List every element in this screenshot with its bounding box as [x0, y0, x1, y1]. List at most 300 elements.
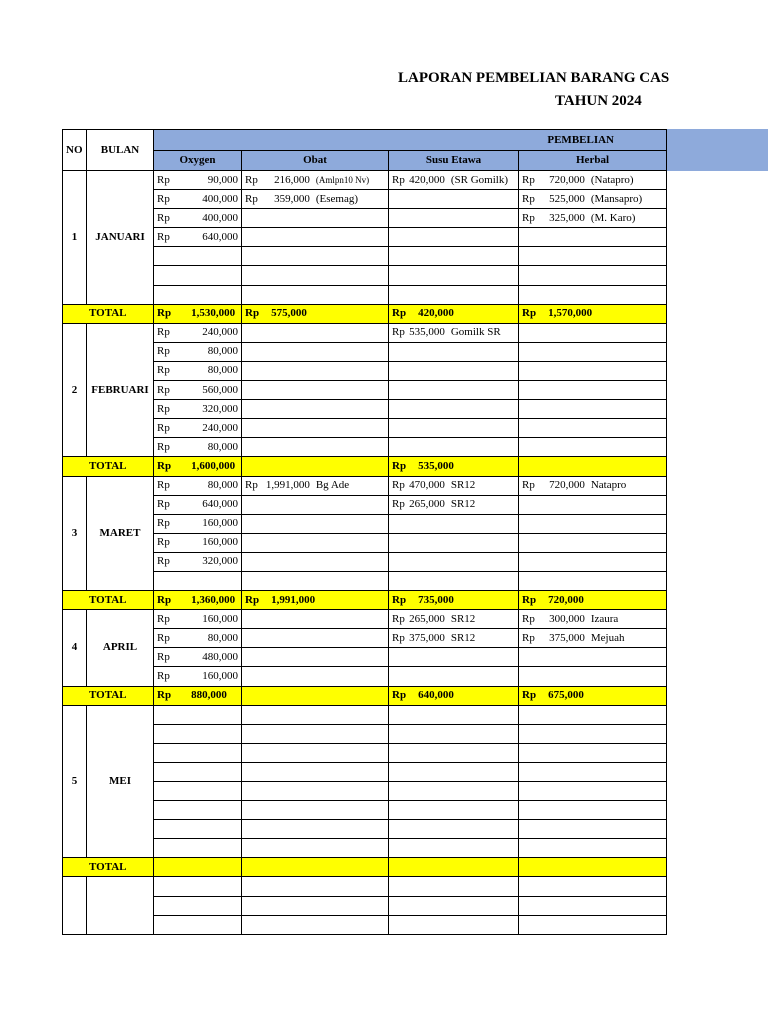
total-amount: 880,000	[191, 689, 227, 702]
header-pembelian	[154, 130, 667, 151]
cell-susu[interactable]	[389, 533, 519, 552]
total-amount: 1,570,000	[548, 307, 593, 320]
amount: 480,000	[202, 650, 238, 663]
table-row	[63, 419, 667, 438]
cell-susu[interactable]	[389, 839, 519, 858]
amount: 240,000	[202, 326, 238, 339]
amount: 470,000	[409, 479, 445, 492]
cell-susu[interactable]	[389, 514, 519, 533]
cell-susu[interactable]	[389, 743, 519, 762]
table-row	[63, 228, 667, 247]
table-row	[63, 323, 667, 342]
currency-label: Rp	[157, 498, 170, 511]
cell-susu[interactable]	[389, 323, 519, 342]
cell-herbal[interactable]	[519, 533, 667, 552]
cell-obat[interactable]	[242, 533, 389, 552]
table-row	[63, 724, 667, 743]
cell-susu[interactable]	[389, 629, 519, 648]
currency-label: Rp	[157, 612, 170, 625]
currency-label: Rp	[392, 459, 407, 472]
month-number: 2	[63, 323, 87, 457]
amount: 525,000	[549, 192, 585, 205]
amount: 216,000	[274, 173, 310, 186]
cell-herbal[interactable]	[519, 724, 667, 743]
header-susu-etawa: Susu Etawa	[389, 151, 519, 171]
item-note: SR12	[450, 631, 476, 644]
cell-obat[interactable]	[242, 228, 389, 247]
cell-oxygen[interactable]	[154, 419, 242, 438]
amount: 80,000	[207, 479, 238, 492]
cell-herbal[interactable]	[519, 610, 667, 629]
table-row	[63, 400, 667, 419]
currency-label: Rp	[245, 307, 260, 320]
amount: 80,000	[207, 631, 238, 644]
amount: 160,000	[202, 612, 238, 625]
amount: 400,000	[202, 211, 238, 224]
cell-herbal[interactable]	[519, 209, 667, 228]
table-row	[63, 361, 667, 380]
cell-herbal[interactable]	[519, 400, 667, 419]
item-note: Natapro	[590, 479, 627, 492]
table-row	[63, 801, 667, 820]
table-row	[63, 820, 667, 839]
cell-oxygen[interactable]	[154, 667, 242, 686]
cell-oxygen[interactable]	[154, 762, 242, 781]
cell-oxygen[interactable]	[154, 782, 242, 801]
month-name: MEI	[87, 705, 154, 858]
cell-susu[interactable]	[389, 610, 519, 629]
cell-susu[interactable]	[389, 419, 519, 438]
cell-oxygen[interactable]	[154, 743, 242, 762]
cell-obat[interactable]	[242, 209, 389, 228]
cell-susu[interactable]	[389, 400, 519, 419]
cell-obat[interactable]	[242, 285, 389, 304]
table-row	[63, 381, 667, 400]
amount: 300,000	[549, 612, 585, 625]
total-row	[63, 457, 667, 476]
table-row	[63, 782, 667, 801]
amount: 265,000	[409, 612, 445, 625]
amount: 375,000	[549, 631, 585, 644]
cell-susu[interactable]	[389, 190, 519, 209]
cell-obat[interactable]	[242, 381, 389, 400]
cell-oxygen[interactable]	[154, 533, 242, 552]
total-oxygen	[154, 858, 242, 877]
month-number: 5	[63, 705, 87, 858]
cell-herbal[interactable]	[519, 323, 667, 342]
header-obat: Obat	[242, 151, 389, 171]
cell-obat[interactable]	[242, 400, 389, 419]
cell-oxygen[interactable]	[154, 724, 242, 743]
total-herbal	[519, 686, 667, 705]
cell-herbal[interactable]	[519, 667, 667, 686]
cell-herbal[interactable]	[519, 571, 667, 590]
cell-obat[interactable]	[242, 762, 389, 781]
total-amount: 1,530,000	[191, 307, 236, 320]
cell-susu[interactable]	[389, 438, 519, 457]
item-note: SR12	[450, 479, 476, 492]
cell-obat[interactable]	[242, 877, 389, 896]
item-note: Izaura	[590, 612, 619, 625]
table-row	[63, 209, 667, 228]
total-obat	[242, 858, 389, 877]
cell-obat[interactable]	[242, 743, 389, 762]
cell-obat[interactable]	[242, 552, 389, 571]
cell-susu[interactable]	[389, 171, 519, 190]
total-herbal	[519, 591, 667, 610]
header-bulan: BULAN	[87, 130, 154, 171]
cell-susu[interactable]	[389, 762, 519, 781]
cell-oxygen[interactable]	[154, 381, 242, 400]
cell-herbal[interactable]	[519, 514, 667, 533]
total-row	[63, 591, 667, 610]
currency-label: Rp	[157, 230, 170, 243]
cell-obat[interactable]	[242, 361, 389, 380]
cell-oxygen[interactable]	[154, 839, 242, 858]
header-pembelian-label: PEMBELIAN	[547, 133, 614, 146]
cell-susu[interactable]	[389, 915, 519, 934]
table-row	[63, 705, 667, 724]
currency-label: Rp	[157, 459, 172, 472]
month-name: APRIL	[87, 610, 154, 686]
cell-herbal[interactable]	[519, 381, 667, 400]
currency-label: Rp	[157, 383, 170, 396]
cell-susu[interactable]	[389, 896, 519, 915]
month-number: 4	[63, 610, 87, 686]
currency-label: Rp	[157, 364, 170, 377]
cell-herbal[interactable]	[519, 915, 667, 934]
currency-label: Rp	[522, 612, 535, 625]
table-row	[63, 762, 667, 781]
cell-susu[interactable]	[389, 782, 519, 801]
cell-susu[interactable]	[389, 361, 519, 380]
currency-label: Rp	[522, 631, 535, 644]
amount: 80,000	[207, 345, 238, 358]
cell-obat[interactable]	[242, 705, 389, 724]
month-name: JANUARI	[87, 171, 154, 305]
cell-susu[interactable]	[389, 705, 519, 724]
currency-label: Rp	[392, 479, 405, 492]
amount: 640,000	[202, 230, 238, 243]
amount: 375,000	[409, 631, 445, 644]
table-row	[63, 571, 667, 590]
currency-label: Rp	[522, 479, 535, 492]
cell-herbal[interactable]	[519, 839, 667, 858]
total-amount: 420,000	[418, 307, 454, 320]
currency-label: Rp	[522, 192, 535, 205]
table-row	[63, 342, 667, 361]
cell-obat[interactable]	[242, 323, 389, 342]
cell-obat[interactable]	[242, 419, 389, 438]
cell-susu[interactable]	[389, 648, 519, 667]
amount: 160,000	[202, 536, 238, 549]
cell-obat[interactable]	[242, 171, 389, 190]
cell-susu[interactable]	[389, 476, 519, 495]
amount: 400,000	[202, 192, 238, 205]
cell-herbal[interactable]	[519, 171, 667, 190]
total-amount: 1,600,000	[191, 459, 236, 472]
cell-susu[interactable]	[389, 495, 519, 514]
table-row	[63, 629, 667, 648]
cell-oxygen[interactable]	[154, 323, 242, 342]
header-no: NO	[63, 130, 87, 171]
cell-obat[interactable]	[242, 247, 389, 266]
item-note: SR12	[450, 498, 476, 511]
cell-susu[interactable]	[389, 552, 519, 571]
amount: 265,000	[409, 498, 445, 511]
cell-obat[interactable]	[242, 839, 389, 858]
table-row	[63, 171, 667, 190]
cell-susu[interactable]	[389, 724, 519, 743]
cell-susu[interactable]	[389, 801, 519, 820]
amount: 560,000	[202, 383, 238, 396]
month-name: FEBRUARI	[87, 323, 154, 457]
item-note: Mejuah	[590, 631, 625, 644]
amount: 240,000	[202, 421, 238, 434]
currency-label: Rp	[392, 307, 407, 320]
currency-label: Rp	[522, 307, 537, 320]
cell-herbal[interactable]	[519, 801, 667, 820]
total-amount: 575,000	[271, 307, 307, 320]
cell-oxygen[interactable]	[154, 629, 242, 648]
currency-label: Rp	[157, 631, 170, 644]
currency-label: Rp	[157, 326, 170, 339]
cell-oxygen[interactable]	[154, 552, 242, 571]
currency-label: Rp	[392, 689, 407, 702]
cell-obat[interactable]	[242, 782, 389, 801]
cell-obat[interactable]	[242, 896, 389, 915]
currency-label: Rp	[157, 479, 170, 492]
cell-obat[interactable]	[242, 648, 389, 667]
amount: 320,000	[202, 555, 238, 568]
currency-label: Rp	[157, 421, 170, 434]
cell-oxygen[interactable]	[154, 190, 242, 209]
cell-obat[interactable]	[242, 438, 389, 457]
currency-label: Rp	[157, 440, 170, 453]
cell-herbal[interactable]	[519, 896, 667, 915]
total-herbal	[519, 304, 667, 323]
total-row	[63, 304, 667, 323]
table-row	[63, 610, 667, 629]
total-amount: 640,000	[418, 689, 454, 702]
table-row	[63, 552, 667, 571]
cell-oxygen[interactable]	[154, 896, 242, 915]
header-oxygen: Oxygen	[154, 151, 242, 171]
cell-herbal[interactable]	[519, 762, 667, 781]
total-amount: 1,360,000	[191, 593, 236, 606]
cell-susu[interactable]	[389, 228, 519, 247]
cell-oxygen[interactable]	[154, 705, 242, 724]
cell-oxygen[interactable]	[154, 247, 242, 266]
currency-label: Rp	[392, 173, 405, 186]
cell-herbal[interactable]	[519, 438, 667, 457]
table-row	[63, 648, 667, 667]
cell-oxygen[interactable]	[154, 285, 242, 304]
amount: 359,000	[274, 192, 310, 205]
cell-oxygen[interactable]	[154, 400, 242, 419]
cell-herbal[interactable]	[519, 629, 667, 648]
currency-label: Rp	[157, 211, 170, 224]
header-herbal: Herbal	[519, 151, 667, 171]
total-obat	[242, 304, 389, 323]
currency-label: Rp	[522, 211, 535, 224]
total-obat	[242, 457, 389, 476]
cell-herbal[interactable]	[519, 743, 667, 762]
total-susu	[389, 686, 519, 705]
currency-label: Rp	[157, 593, 172, 606]
cell-oxygen[interactable]	[154, 610, 242, 629]
table-row	[63, 495, 667, 514]
cell-herbal[interactable]	[519, 495, 667, 514]
cell-oxygen[interactable]	[154, 915, 242, 934]
cell-susu[interactable]	[389, 667, 519, 686]
cell-herbal[interactable]	[519, 476, 667, 495]
cell-susu[interactable]	[389, 820, 519, 839]
cell-herbal[interactable]	[519, 552, 667, 571]
cell-oxygen[interactable]	[154, 209, 242, 228]
amount: 1,991,000	[265, 479, 310, 492]
cell-oxygen[interactable]	[154, 514, 242, 533]
item-note: (Amlpn10 Nv)	[315, 174, 370, 185]
cell-oxygen[interactable]	[154, 171, 242, 190]
cell-obat[interactable]	[242, 801, 389, 820]
item-note: Bg Ade	[315, 479, 350, 492]
amount: 720,000	[549, 173, 585, 186]
cell-herbal[interactable]	[519, 190, 667, 209]
currency-label: Rp	[157, 650, 170, 663]
total-herbal	[519, 457, 667, 476]
total-row	[63, 686, 667, 705]
item-note: (Esemag)	[315, 192, 358, 205]
cell-susu[interactable]	[389, 209, 519, 228]
amount: 90,000	[207, 173, 238, 186]
cell-obat[interactable]	[242, 610, 389, 629]
cell-oxygen[interactable]	[154, 438, 242, 457]
currency-label: Rp	[157, 536, 170, 549]
cell-obat[interactable]	[242, 190, 389, 209]
cell-herbal[interactable]	[519, 228, 667, 247]
cell-susu[interactable]	[389, 247, 519, 266]
currency-label: Rp	[157, 307, 172, 320]
total-oxygen	[154, 457, 242, 476]
total-susu	[389, 591, 519, 610]
cell-oxygen[interactable]	[154, 342, 242, 361]
cell-obat[interactable]	[242, 476, 389, 495]
currency-label: Rp	[157, 192, 170, 205]
cell-obat[interactable]	[242, 571, 389, 590]
cell-oxygen[interactable]	[154, 801, 242, 820]
currency-label: Rp	[157, 517, 170, 530]
currency-label: Rp	[157, 402, 170, 415]
table-row	[63, 743, 667, 762]
total-label: TOTAL	[63, 591, 154, 610]
currency-label: Rp	[522, 689, 537, 702]
month-name	[87, 877, 154, 934]
cell-herbal[interactable]	[519, 705, 667, 724]
cell-oxygen[interactable]	[154, 820, 242, 839]
cell-herbal[interactable]	[519, 648, 667, 667]
currency-label: Rp	[392, 612, 405, 625]
cell-herbal[interactable]	[519, 419, 667, 438]
currency-label: Rp	[392, 498, 405, 511]
table-row	[63, 438, 667, 457]
item-note: Gomilk SR	[450, 326, 501, 339]
cell-herbal[interactable]	[519, 877, 667, 896]
cell-oxygen[interactable]	[154, 648, 242, 667]
currency-label: Rp	[392, 631, 405, 644]
table-row	[63, 915, 667, 934]
total-amount: 535,000	[418, 459, 454, 472]
total-amount: 1,991,000	[271, 593, 316, 606]
cell-obat[interactable]	[242, 342, 389, 361]
total-oxygen	[154, 304, 242, 323]
currency-label: Rp	[157, 173, 170, 186]
cell-obat[interactable]	[242, 724, 389, 743]
cell-herbal[interactable]	[519, 782, 667, 801]
cell-obat[interactable]	[242, 495, 389, 514]
total-obat	[242, 591, 389, 610]
cell-herbal[interactable]	[519, 285, 667, 304]
cell-susu[interactable]	[389, 877, 519, 896]
total-amount: 720,000	[548, 593, 584, 606]
amount: 535,000	[409, 326, 445, 339]
currency-label: Rp	[245, 593, 260, 606]
cell-oxygen[interactable]	[154, 571, 242, 590]
cell-obat[interactable]	[242, 667, 389, 686]
currency-label: Rp	[392, 326, 405, 339]
cell-oxygen[interactable]	[154, 495, 242, 514]
month-number: 1	[63, 171, 87, 305]
total-obat	[242, 686, 389, 705]
currency-label: Rp	[392, 593, 407, 606]
table-row	[63, 247, 667, 266]
cell-oxygen[interactable]	[154, 266, 242, 285]
amount: 420,000	[409, 173, 445, 186]
currency-label: Rp	[522, 173, 535, 186]
cell-obat[interactable]	[242, 820, 389, 839]
amount: 640,000	[202, 498, 238, 511]
cell-obat[interactable]	[242, 266, 389, 285]
table-row	[63, 285, 667, 304]
cell-oxygen[interactable]	[154, 877, 242, 896]
total-oxygen	[154, 591, 242, 610]
cell-oxygen[interactable]	[154, 361, 242, 380]
cell-herbal[interactable]	[519, 820, 667, 839]
amount: 160,000	[202, 669, 238, 682]
cell-herbal[interactable]	[519, 247, 667, 266]
table-row	[63, 514, 667, 533]
cell-susu[interactable]	[389, 342, 519, 361]
currency-label: Rp	[522, 593, 537, 606]
cell-herbal[interactable]	[519, 342, 667, 361]
total-herbal	[519, 858, 667, 877]
total-susu	[389, 304, 519, 323]
amount: 325,000	[549, 211, 585, 224]
cell-susu[interactable]	[389, 266, 519, 285]
cell-susu[interactable]	[389, 285, 519, 304]
cell-susu[interactable]	[389, 571, 519, 590]
cell-obat[interactable]	[242, 514, 389, 533]
cell-susu[interactable]	[389, 381, 519, 400]
cell-obat[interactable]	[242, 629, 389, 648]
cell-oxygen[interactable]	[154, 476, 242, 495]
table-row	[63, 533, 667, 552]
cell-herbal[interactable]	[519, 361, 667, 380]
cell-obat[interactable]	[242, 915, 389, 934]
cell-herbal[interactable]	[519, 266, 667, 285]
cell-oxygen[interactable]	[154, 228, 242, 247]
total-amount: 735,000	[418, 593, 454, 606]
